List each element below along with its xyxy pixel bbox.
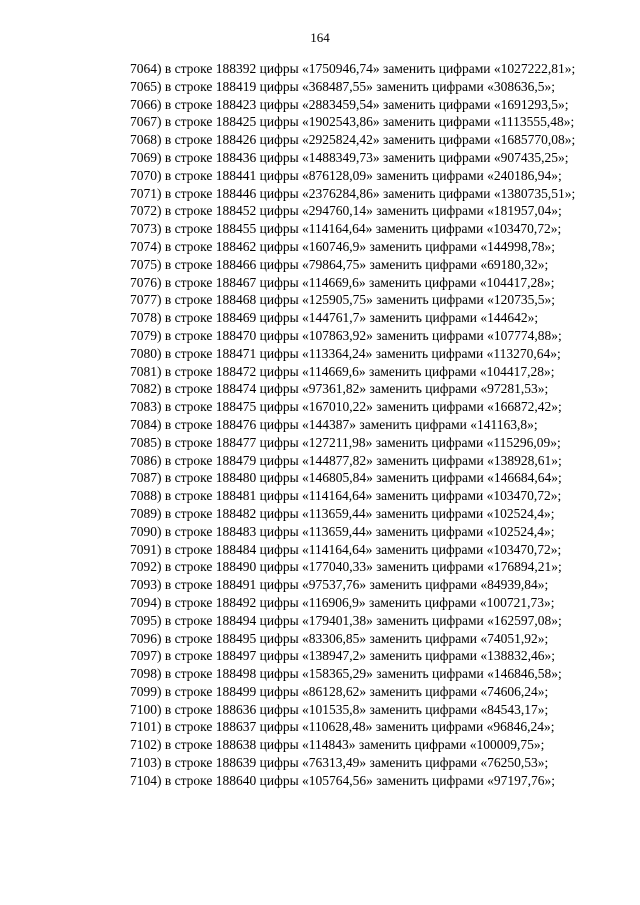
item-number: 7064) — [130, 61, 162, 76]
item-text: в строке 188640 цифры «105764,56» заменить цифрами «97197,76»; — [164, 772, 555, 788]
amendment-item — [88, 505, 602, 523]
item-number: 7077) — [130, 292, 162, 308]
item-number: 7070) — [130, 167, 162, 183]
amendment-item — [88, 469, 602, 487]
amendment-item — [88, 60, 602, 78]
amendment-list — [88, 60, 602, 790]
amendment-item — [88, 576, 602, 594]
item-text: в строке 188470 цифры «107863,92» заменить цифрами «107774,88»; — [164, 327, 562, 343]
amendment-item — [88, 612, 602, 630]
amendment-item — [88, 220, 602, 238]
item-text: в строке 188474 цифры «97361,82» заменить цифрами «97281,53»; — [164, 381, 549, 397]
item-number: 7100) — [130, 701, 162, 717]
item-text: в строке 188426 цифры «2925824,42» заменить цифрами «1685770,08»; — [164, 132, 576, 148]
amendment-item — [88, 78, 602, 96]
item-number: 7074) — [130, 238, 162, 254]
amendment-item — [88, 398, 602, 416]
amendment-item — [88, 523, 602, 541]
item-text: в строке 188462 цифры «160746,9» заменить цифрами «144998,78»; — [164, 238, 555, 254]
item-text: в строке 188455 цифры «114164,64» заменить цифрами «103470,72»; — [164, 221, 562, 237]
amendment-item — [88, 772, 602, 790]
amendment-item — [88, 185, 602, 203]
item-text: в строке 188497 цифры «138947,2» заменить цифрами «138832,46»; — [164, 648, 555, 664]
item-text: в строке 188638 цифры «114843» заменить цифрами «100009,75»; — [164, 737, 545, 753]
item-text: в строке 188482 цифры «113659,44» заменить цифрами «102524,4»; — [164, 505, 555, 521]
item-text: в строке 188483 цифры «113659,44» заменить цифрами «102524,4»; — [164, 523, 555, 539]
item-text: в строке 188495 цифры «83306,85» заменить цифрами «74051,92»; — [164, 630, 549, 646]
item-text: в строке 188471 цифры «113364,24» заменить цифрами «113270,64»; — [164, 345, 561, 361]
item-number: 7085) — [130, 434, 162, 450]
item-text: в строке 188468 цифры «125905,75» заменить цифрами «120735,5»; — [164, 292, 555, 308]
item-text: в строке 188452 цифры «294760,14» заменить цифрами «181957,04»; — [164, 203, 562, 219]
amendment-item — [88, 96, 602, 114]
item-number: 7065) — [130, 78, 162, 94]
item-text: в строке 188639 цифры «76313,49» заменить цифрами «76250,53»; — [164, 755, 549, 771]
amendment-item — [88, 594, 602, 612]
amendment-item — [88, 701, 602, 719]
item-number: 7083) — [130, 399, 162, 415]
item-number: 7099) — [130, 683, 162, 699]
item-text: в строке 188441 цифры «876128,09» заменить цифрами «240186,94»; — [164, 167, 562, 183]
item-number: 7095) — [130, 612, 162, 628]
item-text: в строке 188484 цифры «114164,64» заменить цифрами «103470,72»; — [164, 541, 562, 557]
item-text: в строке 188423 цифры «2883459,54» заменить цифрами «1691293,5»; — [164, 96, 569, 112]
item-number: 7103) — [130, 755, 162, 771]
item-text: в строке 188499 цифры «86128,62» заменить цифрами «74606,24»; — [164, 683, 549, 699]
amendment-item — [88, 754, 602, 772]
amendment-item — [88, 274, 602, 292]
page-number: 164 — [310, 30, 330, 45]
item-number: 7072) — [130, 203, 162, 219]
item-text: в строке 188446 цифры «2376284,86» заменить цифрами «1380735,51»; — [164, 185, 576, 201]
item-text: в строке 188479 цифры «144877,82» заменить цифрами «138928,61»; — [164, 452, 562, 468]
item-number: 7084) — [130, 416, 162, 432]
item-number: 7098) — [130, 666, 162, 682]
item-number: 7091) — [130, 541, 162, 557]
item-number: 7075) — [130, 256, 162, 272]
amendment-item — [88, 736, 602, 754]
amendment-item — [88, 434, 602, 452]
item-number: 7088) — [130, 488, 162, 504]
item-text: в строке 188425 цифры «1902543,86» заменить цифрами «1113555,48»; — [164, 114, 575, 130]
item-text: в строке 188492 цифры «116906,9» заменить цифрами «100721,73»; — [164, 594, 555, 610]
item-text: в строке 188469 цифры «144761,7» заменить цифрами «144642»; — [164, 310, 539, 326]
item-text: в строке 188466 цифры «79864,75» заменить цифрами «69180,32»; — [164, 256, 549, 272]
amendment-item — [88, 167, 602, 185]
item-number: 7073) — [130, 221, 162, 237]
item-text: в строке 188476 цифры «144387» заменить цифрами «141163,8»; — [164, 416, 538, 432]
item-number: 7104) — [130, 772, 162, 788]
amendment-item — [88, 647, 602, 665]
item-text: в строке 188472 цифры «114669,6» заменить цифрами «104417,28»; — [164, 363, 555, 379]
item-text: в строке 188490 цифры «177040,33» заменить цифрами «176894,21»; — [164, 559, 562, 575]
item-number: 7089) — [130, 505, 162, 521]
item-number: 7071) — [130, 185, 162, 201]
amendment-item — [88, 131, 602, 149]
item-number: 7068) — [130, 132, 162, 148]
item-number: 7076) — [130, 274, 162, 290]
item-number: 7079) — [130, 327, 162, 343]
amendment-item — [88, 630, 602, 648]
item-number: 7082) — [130, 381, 162, 397]
item-number: 7078) — [130, 310, 162, 326]
amendment-item — [88, 363, 602, 381]
item-number: 7086) — [130, 452, 162, 468]
item-text: в строке 188498 цифры «158365,29» заменить цифрами «146846,58»; — [164, 666, 562, 682]
amendment-item — [88, 558, 602, 576]
amendment-item — [88, 718, 602, 736]
amendment-item — [88, 327, 602, 345]
amendment-item — [88, 256, 602, 274]
item-text: в строке 188392 цифры «1750946,74» заменить цифрами «1027222,81»; — [164, 61, 576, 76]
amendment-item — [88, 380, 602, 398]
amendment-item — [88, 149, 602, 167]
amendment-item — [88, 452, 602, 470]
amendment-item — [88, 487, 602, 505]
item-text: в строке 188491 цифры «97537,76» заменить цифрами «84939,84»; — [164, 577, 549, 593]
amendment-item — [88, 113, 602, 131]
item-number: 7101) — [130, 719, 162, 735]
item-number: 7102) — [130, 737, 162, 753]
item-text: в строке 188467 цифры «114669,6» заменить цифрами «104417,28»; — [164, 274, 555, 290]
amendment-item — [88, 345, 602, 363]
item-text: в строке 188494 цифры «179401,38» заменить цифрами «162597,08»; — [164, 612, 562, 628]
item-number: 7097) — [130, 648, 162, 664]
item-text: в строке 188480 цифры «146805,84» заменить цифрами «146684,64»; — [164, 470, 562, 486]
item-number: 7094) — [130, 594, 162, 610]
amendment-item — [88, 238, 602, 256]
amendment-item — [88, 291, 602, 309]
item-number: 7096) — [130, 630, 162, 646]
amendment-item — [88, 416, 602, 434]
amendment-item — [88, 683, 602, 701]
item-text: в строке 188436 цифры «1488349,73» заменить цифрами «907435,25»; — [164, 149, 569, 165]
item-text: в строке 188636 цифры «101535,8» заменить цифрами «84543,17»; — [164, 701, 549, 717]
item-number: 7069) — [130, 149, 162, 165]
item-text: в строке 188419 цифры «368487,55» заменить цифрами «308636,5»; — [164, 78, 555, 94]
item-text: в строке 188637 цифры «110628,48» заменить цифрами «96846,24»; — [164, 719, 555, 735]
item-text: в строке 188475 цифры «167010,22» заменить цифрами «166872,42»; — [164, 399, 562, 415]
amendment-item — [88, 309, 602, 327]
amendment-item — [88, 665, 602, 683]
item-number: 7087) — [130, 470, 162, 486]
item-text: в строке 188481 цифры «114164,64» заменить цифрами «103470,72»; — [164, 488, 562, 504]
item-number: 7067) — [130, 114, 162, 130]
item-number: 7092) — [130, 559, 162, 575]
item-number: 7081) — [130, 363, 162, 379]
amendment-item — [88, 202, 602, 220]
item-number: 7080) — [130, 345, 162, 361]
item-number: 7093) — [130, 577, 162, 593]
item-text: в строке 188477 цифры «127211,98» заменить цифрами «115296,09»; — [164, 434, 561, 450]
amendment-item — [88, 541, 602, 559]
item-number: 7090) — [130, 523, 162, 539]
item-number: 7066) — [130, 96, 162, 112]
